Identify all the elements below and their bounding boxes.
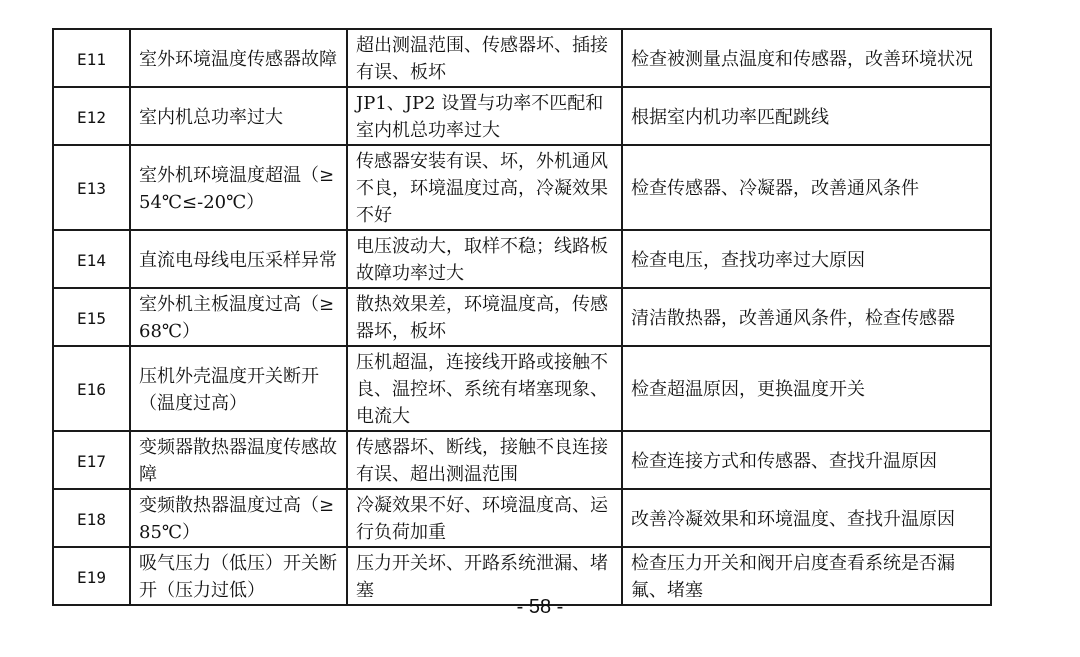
fault-remedy: 检查被测量点温度和传感器，改善环境状况 xyxy=(622,29,991,87)
fault-remedy: 检查连接方式和传感器、查找升温原因 xyxy=(622,431,991,489)
table-row xyxy=(53,346,991,431)
fault-remedy: 检查传感器、冷凝器，改善通风条件 xyxy=(622,145,991,230)
table-row xyxy=(53,87,991,145)
page-number: - 58 - xyxy=(516,596,564,618)
fault-remedy: 检查压力开关和阀开启度查看系统是否漏氟、堵塞 xyxy=(622,547,991,605)
table-row xyxy=(53,230,991,288)
fault-cause: 冷凝效果不好、环境温度高、运行负荷加重 xyxy=(347,489,622,547)
fault-code: E11 xyxy=(53,29,130,87)
fault-cause: 散热效果差，环境温度高，传感器坏，板坏 xyxy=(347,288,622,346)
fault-code: E13 xyxy=(53,145,130,230)
fault-code: E19 xyxy=(53,547,130,605)
fault-name: 室外环境温度传感器故障 xyxy=(130,29,347,87)
fault-code: E18 xyxy=(53,489,130,547)
table-row xyxy=(53,29,991,87)
fault-name: 室内机总功率过大 xyxy=(130,87,347,145)
fault-remedy: 根据室内机功率匹配跳线 xyxy=(622,87,991,145)
fault-cause: 压力开关坏、开路系统泄漏、堵塞 xyxy=(347,547,622,605)
table-row xyxy=(53,431,991,489)
fault-cause: 压机超温，连接线开路或接触不良、温控坏、系统有堵塞现象、电流大 xyxy=(347,346,622,431)
fault-name: 室外机环境温度超温（≥54℃≤-20℃） xyxy=(130,145,347,230)
fault-name: 室外机主板温度过高（≥68℃） xyxy=(130,288,347,346)
fault-cause: 传感器坏、断线，接触不良连接有误、超出测温范围 xyxy=(347,431,622,489)
fault-remedy: 改善冷凝效果和环境温度、查找升温原因 xyxy=(622,489,991,547)
fault-name: 吸气压力（低压）开关断开（压力过低） xyxy=(130,547,347,605)
fault-cause: 传感器安装有误、坏，外机通风不良，环境温度过高，冷凝效果不好 xyxy=(347,145,622,230)
fault-cause: 电压波动大，取样不稳；线路板故障功率过大 xyxy=(347,230,622,288)
table-row xyxy=(53,145,991,230)
fault-cause: JP1、JP2 设置与功率不匹配和室内机总功率过大 xyxy=(347,87,622,145)
fault-name: 直流电母线电压采样异常 xyxy=(130,230,347,288)
fault-code: E17 xyxy=(53,431,130,489)
fault-name: 变频散热器温度过高（≥85℃） xyxy=(130,489,347,547)
fault-name: 变频器散热器温度传感故障 xyxy=(130,431,347,489)
fault-cause: 超出测温范围、传感器坏、插接有误、板坏 xyxy=(347,29,622,87)
fault-remedy: 检查电压，查找功率过大原因 xyxy=(622,230,991,288)
fault-code: E12 xyxy=(53,87,130,145)
fault-code: E16 xyxy=(53,346,130,431)
fault-code: E15 xyxy=(53,288,130,346)
table-row xyxy=(53,288,991,346)
fault-code: E14 xyxy=(53,230,130,288)
fault-name: 压机外壳温度开关断开（温度过高） xyxy=(130,346,347,431)
fault-code-table xyxy=(52,28,992,606)
table-row xyxy=(53,489,991,547)
fault-remedy: 检查超温原因，更换温度开关 xyxy=(622,346,991,431)
fault-remedy: 清洁散热器，改善通风条件，检查传感器 xyxy=(622,288,991,346)
